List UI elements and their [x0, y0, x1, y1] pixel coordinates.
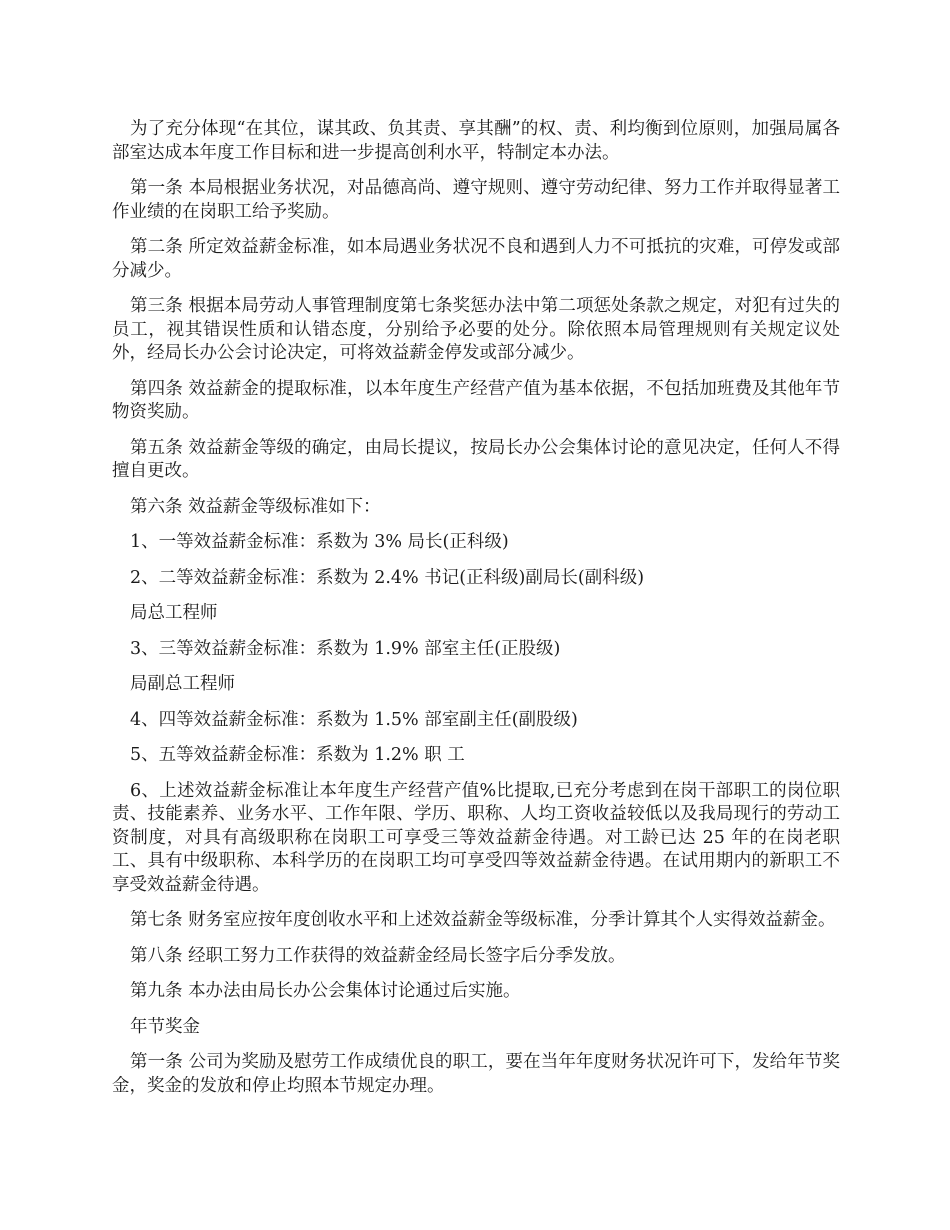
bonus-article-1: 第一条 公司为奖励及慰劳工作成绩优良的职工，要在当年年度财务状况许可下，发给年节奖金，奖金的发放和停止均照本节规定办理。 — [112, 1052, 840, 1096]
grade-4-item: 4、四等效益薪金标准：系数为 1.5% 部室副主任(副股级) — [130, 709, 578, 730]
article-4: 第四条 效益薪金的提取标准，以本年度生产经营产值为基本依据，不包括加班费及其他年节物资奖励。 — [112, 378, 840, 422]
article-8: 第八条 经职工努力工作获得的效益薪金经局长签字后分季发放。 — [130, 945, 626, 966]
article-2: 第二条 所定效益薪金标准，如本局遇业务状况不良和遇到人力不可抵抗的灾难，可停发或部分减少。 — [112, 237, 840, 281]
grade-3-extra: 局副总工程师 — [130, 674, 235, 694]
article-6: 第六条 效益薪金等级标准如下： — [130, 496, 381, 517]
article-5: 第五条 效益薪金等级的确定，由局长提议，按局长办公会集体讨论的意见决定，任何人不得擅自更改。 — [112, 437, 840, 481]
intro-paragraph: 为了充分体现“在其位，谋其政、负其责、享其酬”的权、责、利均衡到位原则，加强局属各部室达成本年度工作目标和进一步提高创利水平，特制定本办法。 — [112, 119, 840, 163]
grade-2-item: 2、二等效益薪金标准：系数为 2.4% 书记(正科级)副局长(副科级) — [130, 567, 645, 588]
grade-5-item: 5、五等效益薪金标准：系数为 1.2% 职 工 — [130, 745, 465, 765]
article-7: 第七条 财务室应按年度创收水平和上述效益薪金等级标准，分季计算其个人实得效益薪金。 — [130, 910, 836, 930]
grade-2-extra: 局总工程师 — [130, 603, 218, 623]
document-body — [112, 118, 840, 1110]
article-3: 第三条 根据本局劳动人事管理制度第七条奖惩办法中第二项惩处条款之规定，对犯有过失的员工，视其错误性质和认错态度，分别给予必要的处分。除依照本局管理规则有关规定议处外，经局长办公会讨论决定，可将效益薪金停发或部分减少。 — [112, 296, 840, 363]
item-6-paragraph: 6、上述效益薪金标准让本年度生产经营产值%比提取,已充分考虑到在岗干部职工的岗位职责、技能素养、业务水平、工作年限、学历、职称、人均工资收益较低以及我局现行的劳动工资制度，对具有高级职称在岗职工可享受三等效益薪金待遇。对工龄已达 25 年的在岗老职工、具有中级职称、本科学历的在岗职工均可享受四等效益薪金待遇。在试用期内的新职工不享受效益薪金待遇。 — [112, 780, 841, 895]
article-9: 第九条 本办法由局长办公会集体讨论通过后实施。 — [130, 981, 521, 1001]
section-heading: 年节奖金 — [130, 1016, 200, 1037]
article-1: 第一条 本局根据业务状况，对品德高尚、遵守规则、遵守劳动纪律、努力工作并取得显著工作业绩的在岗职工给予奖励。 — [112, 178, 840, 222]
grade-3-item: 3、三等效益薪金标准：系数为 1.9% 部室主任(正股级) — [130, 638, 561, 659]
grade-1-item: 1、一等效益薪金标准：系数为 3% 局长(正科级) — [130, 532, 509, 552]
